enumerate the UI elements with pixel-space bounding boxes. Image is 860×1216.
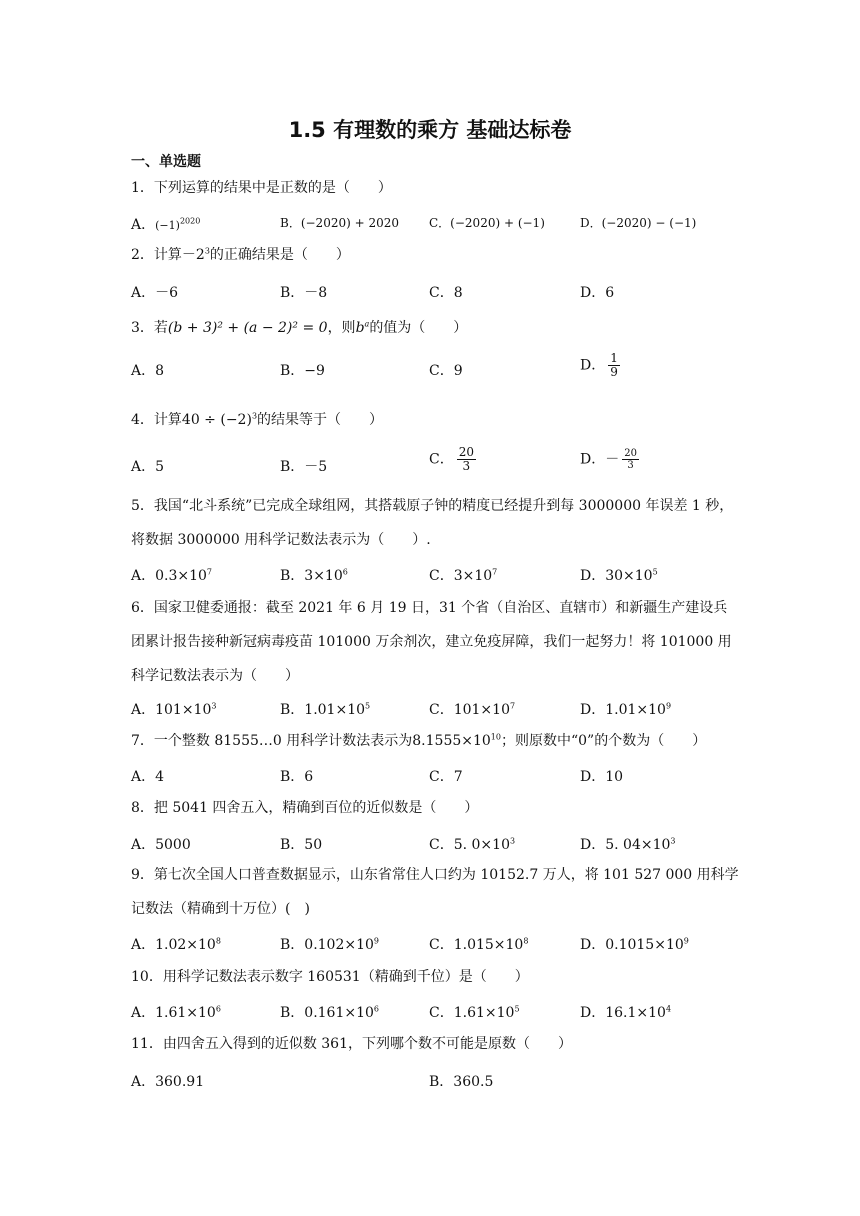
option-d: D．$0.1015\times 10^9$ [580,936,689,953]
option-c: C．7 [429,769,463,785]
option-c: C． $\frac{20}{3}$ [429,445,474,473]
option-d: D．$1.01\times 10^9$ [580,701,672,718]
option-c: C．8 [429,285,463,301]
option-b: B．$1.01\times 10^5$ [280,701,371,718]
question-8-options [131,834,741,858]
question-2: 2．计算$-2^3$的正确结果是（ ） [131,246,350,263]
question-4-options [131,445,741,480]
question-5-options [131,565,741,589]
option-b: B．360.5 [429,1074,494,1090]
option-c: C．$3\times 10^7$ [429,567,498,584]
option-a: A．－6 [131,285,179,301]
question-2-options [131,282,741,306]
question-11: 11．由四舍五入得到的近似数 361，下列哪个数不可能是原数（ ） [131,1036,572,1052]
question-5: 5．我国“北斗系统”已完成全球组网，其搭载原子钟的精度已经提升到每 3000000 年误差 1 秒，将数据 3000000 用科学记数法表示为（ ）. [131,498,734,548]
question-6-options [131,699,741,723]
question-7: 7．一个整数 81555…0 用科学计数法表示为$8.1555\times 10^{10}$；则原数中“0”的个数为（ ） [131,732,707,749]
option-d: D．6 [580,285,615,301]
option-d: D．5. $04\times 10^3$ [580,836,676,853]
option-b: B．－8 [280,285,328,301]
option-a: A．$0.3\times 10^7$ [131,567,213,584]
question-9-options [131,934,741,958]
option-d: D． $\frac{1}{9}$ [580,351,618,379]
option-b: B．−9 [280,363,325,379]
question-4: 4．计算$40 \div (-2)^3$的结果等于（ ） [131,411,384,428]
option-a: A．$101\times 10^3$ [131,701,217,718]
option-b: B．50 [280,837,323,853]
question-6: 6．国家卫健委通报：截至 2021 年 6 月 19 日，31 个省（自治区、直辖市）和新疆生产建设兵团累计报告接种新冠病毒疫苗 101000 万余剂次，建立免疫屏障，我们一起努力！将 101000 用科学记数法表示为（ ） [131,600,732,684]
option-c: C．(−2020) + (−1) [429,216,545,230]
page-title: 1.5 有理数的乘方 基础达标卷 [288,118,572,142]
option-a: A．$(-1)^{2020}$ [131,216,201,233]
question-3-options [131,351,741,384]
option-b: B．$0.102\times 10^9$ [280,936,380,953]
option-b: B．(−2020) + 2020 [280,216,399,230]
option-b: B．$0.161\times 10^6$ [280,1004,380,1021]
option-d: D．(−2020) − (−1) [580,216,697,230]
option-a: A．$1.61\times 10^6$ [131,1004,221,1021]
question-3: 3．若(b + 3)² + (a − 2)² = 0，则$b^a$的值为（ ） [131,319,468,336]
option-c: C．9 [429,363,463,379]
option-d: D．$30\times 10^5$ [580,567,658,584]
question-1: 1．下列运算的结果中是正数的是（ ） [131,180,392,196]
question-10-options [131,1002,741,1026]
option-b: B．$3\times 10^6$ [280,567,348,584]
option-a: A．$1.02\times 10^8$ [131,936,221,953]
option-d: D．10 [580,769,624,785]
option-a: A．5000 [131,837,191,853]
option-a: A．4 [131,769,165,785]
option-d: D．$16.1\times 10^4$ [580,1004,672,1021]
section-heading: 一、单选题 [131,154,201,170]
question-10: 10．用科学记数法表示数字 160531（精确到千位）是（ ） [131,969,529,985]
question-1-options [131,214,741,238]
question-11-options [131,1071,741,1095]
option-b: B．6 [280,769,314,785]
question-9: 9．第七次全国人口普查数据显示，山东省常住人口约为 10152.7 万人，将 101 527 000 用科学记数法（精确到十万位）( ) [131,867,739,917]
option-c: C．$101\times 10^7$ [429,701,516,718]
option-b: B．－5 [280,459,328,475]
option-a: A．8 [131,363,165,379]
question-7-options [131,766,741,790]
option-c: C．5. $0\times 10^3$ [429,836,516,853]
option-a: A．360.91 [131,1074,205,1090]
option-c: C．$1.61\times 10^5$ [429,1004,520,1021]
question-8: 8．把 5041 四舍五入，精确到百位的近似数是（ ） [131,800,479,816]
option-d: D．－ $\frac{20}{3}$ [580,448,637,471]
option-c: C．$1.015\times 10^8$ [429,936,529,953]
option-a: A．5 [131,459,165,475]
